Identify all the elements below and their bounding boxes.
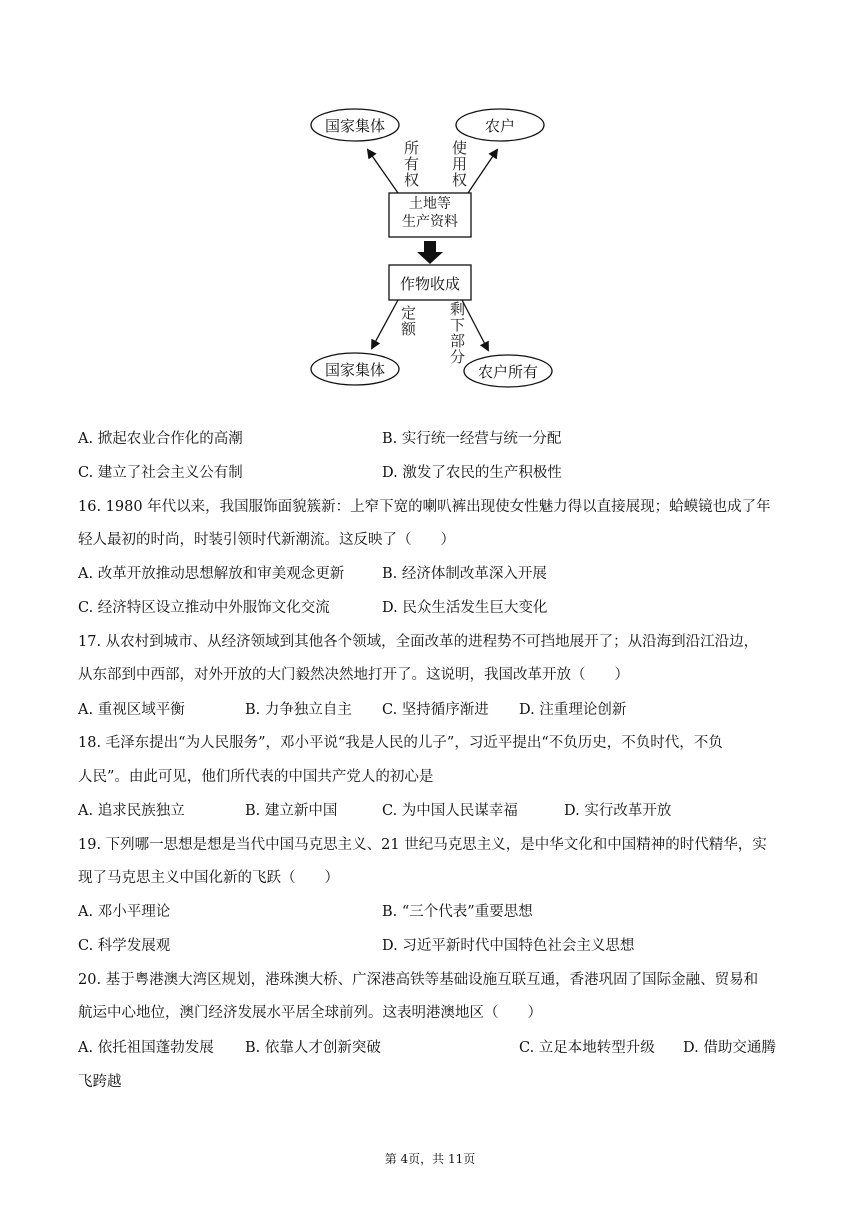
ownership-label: 所有权 xyxy=(402,140,420,188)
q20-option-a: A. 依托祖国蓬勃发展 xyxy=(78,1040,214,1056)
center-box-line2: 生产资料 xyxy=(402,214,458,230)
q19-option-d: D. 习近平新时代中国特色社会主义思想 xyxy=(382,938,635,954)
q19-option-c: C. 科学发展观 xyxy=(78,938,171,954)
q16-option-a: A. 改革开放推动思想解放和审美观念更新 xyxy=(78,566,345,582)
arrow-quota xyxy=(372,300,398,348)
arrow-usage xyxy=(468,150,497,193)
page-footer: 第 4页，共 11页 xyxy=(384,1152,476,1166)
q19-stem-line1: 19. 下列哪一思想是想是当代中国马克思主义、21 世纪马克思主义，是中华文化和中国精神的时代精华，实 xyxy=(78,837,767,853)
q16-option-c: C. 经济特区设立推动中外服饰文化交流 xyxy=(78,600,330,616)
q18-stem-line1: 18. 毛泽东提出“为人民服务”，邓小平说“我是人民的儿子”，习近平提出“不负历史，不负时代，不负 xyxy=(78,735,723,751)
q19-option-a: A. 邓小平理论 xyxy=(78,904,171,920)
bottom-right-node-label: 农户所有 xyxy=(477,363,538,381)
q18-option-b: B. 建立新中国 xyxy=(245,803,338,819)
q17-option-b: B. 力争独立自主 xyxy=(245,702,352,718)
q20-option-c: C. 立足本地转型升级 xyxy=(519,1040,655,1056)
q17-stem-line2: 从东部到中西部，对外开放的大门毅然决然地打开了。这说明，我国改革开放（ ） xyxy=(78,667,629,683)
down-arrow-icon xyxy=(417,241,443,264)
q18-stem-line2: 人民”。由此可见，他们所代表的中国共产党人的初心是 xyxy=(78,769,434,785)
q16-option-d: D. 民众生活发生巨大变化 xyxy=(382,600,548,616)
q16-option-b: B. 经济体制改革深入开展 xyxy=(382,566,547,582)
q15-option-c: C. 建立了社会主义公有制 xyxy=(78,465,243,481)
q17-stem-line1: 17. 从农村到城市、从经济领域到其他各个领域，全面改革的进程势不可挡地展开了；从沿海到沿江沿边， xyxy=(78,634,759,650)
q18-option-a: A. 追求民族独立 xyxy=(78,803,185,819)
q17-option-a: A. 重视区域平衡 xyxy=(78,702,185,718)
q15-option-b: B. 实行统一经营与统一分配 xyxy=(382,431,562,447)
q17-option-c: C. 坚持循序渐进 xyxy=(382,702,489,718)
q20-stem-line2: 航运中心地位，澳门经济发展水平居全球前列。这表明港澳地区（ ） xyxy=(78,1005,542,1021)
top-right-node-label: 农户 xyxy=(484,117,515,135)
usage-label: 使用权 xyxy=(450,140,468,188)
land-contract-diagram xyxy=(0,0,860,400)
q19-stem-line2: 现了马克思主义中国化新的飞跃（ ） xyxy=(78,870,339,886)
quota-label: 定额 xyxy=(399,305,417,337)
q18-option-d: D. 实行改革开放 xyxy=(564,803,672,819)
q20-option-d: D. 借助交通腾 xyxy=(683,1040,776,1056)
q15-option-a: A. 掀起农业合作化的高潮 xyxy=(78,431,243,447)
q17-option-d: D. 注重理论创新 xyxy=(519,702,627,718)
q16-stem-line2: 轻人最初的时尚，时装引领时代新潮流。这反映了（ ） xyxy=(78,532,455,548)
q20-stem-line1: 20. 基于粤港澳大湾区规划，港珠澳大桥、广深港高铁等基础设施互联互通，香港巩固了国际金融、贸易和 xyxy=(78,972,759,988)
remainder-label: 剩下部分 xyxy=(448,301,466,365)
q15-option-d: D. 激发了农民的生产积极性 xyxy=(382,465,562,481)
center-box-line1: 土地等 xyxy=(409,196,451,212)
q16-stem-line1: 16. 1980 年代以来，我国服饰面貌簇新：上窄下宽的喇叭裤出现使女性魅力得以直接展现；蛤蟆镜也成了年 xyxy=(78,499,771,515)
q19-option-b: B. “三个代表”重要思想 xyxy=(382,904,533,920)
harvest-box-label: 作物收成 xyxy=(399,275,460,293)
q18-option-c: C. 为中国人民谋幸福 xyxy=(382,803,518,819)
arrow-ownership xyxy=(368,150,398,193)
top-left-node-label: 国家集体 xyxy=(324,117,385,135)
bottom-left-node-label: 国家集体 xyxy=(324,361,385,379)
q20-option-b: B. 依靠人才创新突破 xyxy=(245,1040,381,1056)
q20-option-d-continued: 飞跨越 xyxy=(78,1074,122,1090)
